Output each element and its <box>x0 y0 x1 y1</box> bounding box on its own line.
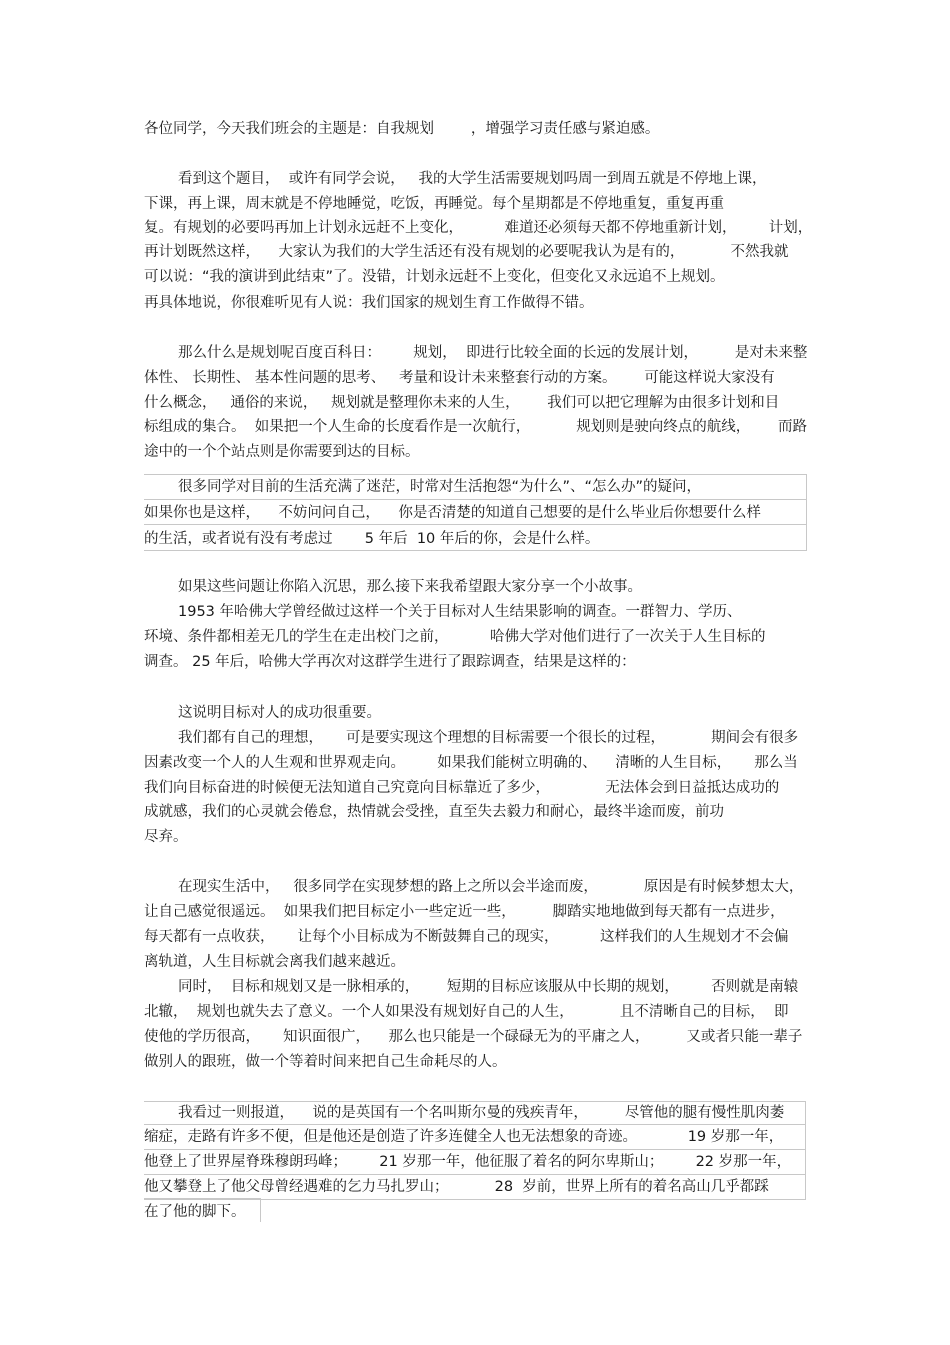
text-line: 再具体地说，你很难听见有人说：我们国家的规划生育工作做得不错。 <box>144 295 594 311</box>
text-line: 让自己感觉很遥远。 如果我们把目标定小一些定近一些， 脚踏实地地做到每天都有一点进步， <box>144 904 785 920</box>
text-line: 因素改变一个人的人生观和世界观走向。 如果我们能树立明确的、 清晰的人生目标， 那么当 <box>144 755 798 771</box>
text-line: 什么概念， 通俗的来说， 规划就是整理你未来的人生， 我们可以把它理解为由很多计划和目 <box>144 395 780 411</box>
text-line: 在了他的脚下。 <box>144 1204 246 1220</box>
text-line: 离轨道，人生目标就会离我们越来越近。 <box>144 954 405 970</box>
text-line: 这说明目标对人的成功很重要。 <box>178 705 381 721</box>
text-line: 我看过一则报道， 说的是英国有一个名叫斯尔曼的残疾青年， 尽管他的腿有慢性肌肉萎 <box>178 1105 785 1121</box>
text-line: 我们向目标奋进的时候便无法知道自己究竟向目标靠近了多少， 无法体会到日益抵达成功的 <box>144 780 780 796</box>
story-box-rule-3 <box>144 1174 805 1175</box>
text-line: 他又攀登上了他父母曾经遇难的乞力马扎罗山； 28 岁前，世界上所有的着名高山几乎都踩 <box>144 1179 769 1195</box>
question-box-rule-1 <box>144 499 806 500</box>
text-line: 尽弃。 <box>144 829 188 845</box>
question-box-rule-2 <box>144 524 806 525</box>
text-line: 同时， 目标和规划又是一脉相承的， 短期的目标应该服从中长期的规划， 否则就是南辕 <box>178 979 799 995</box>
text-line: 缩症，走路有许多不便，但是他还是创造了许多连健全人也无法想象的奇迹。 19 岁那一年， <box>144 1129 784 1145</box>
text-line: 的生活，或者说有没有考虑过 5 年后 10 年后的你，会是什么样。 <box>144 531 600 547</box>
text-line: 他登上了世界屋脊珠穆朗玛峰； 21 岁那一年，他征服了着名的阿尔卑斯山； 22 岁那一年， <box>144 1154 792 1170</box>
text-line: 体性、 长期性、 基本性问题的思考、 考量和设计未来整套行动的方案。 可能这样说大家没有 <box>144 370 775 386</box>
text-line: 做别人的跟班，做一个等着时间来把自己生命耗尽的人。 <box>144 1054 507 1070</box>
text-line: 北辙， 规划也就失去了意义。一个人如果没有规划好自己的人生， 且不清晰自己的目标， 即 <box>144 1004 789 1020</box>
text-line: 如果你也是这样， 不妨问问自己， 你是否清楚的知道自己想要的是什么毕业后你想要什么样 <box>144 505 761 521</box>
text-line: 调查。 25 年后，哈佛大学再次对这群学生进行了跟踪调查，结果是这样的： <box>144 654 636 670</box>
text-line: 下课，再上课，周末就是不停地睡觉，吃饭，再睡觉。每个星期都是不停地重复，重复再重 <box>144 196 724 212</box>
text-line: 那么什么是规划呢百度百科日： 规划， 即进行比较全面的长远的发展计划， 是对未来整 <box>178 345 808 361</box>
text-line: 各位同学，今天我们班会的主题是：自我规划 ，增强学习责任感与紧迫感。 <box>144 121 660 137</box>
text-line: 可以说：“我的演讲到此结束”了。没错，计划永远赶不上变化，但变化又永远追不上规划。 <box>144 269 725 285</box>
story-box-last-cell-right <box>260 1198 261 1222</box>
text-line: 在现实生活中， 很多同学在实现梦想的路上之所以会半途而废， 原因是有时候梦想太大， <box>178 879 804 895</box>
text-line: 看到这个题目， 或许有同学会说， 我的大学生活需要规划吗周一到周五就是不停地上课， <box>178 171 767 187</box>
story-box-last-cell-top <box>144 1198 260 1199</box>
text-line: 成就感，我们的心灵就会倦怠，热情就会受挫，直至失去毅力和耐心，最终半途而废，前功 <box>144 804 724 820</box>
text-line: 如果这些问题让你陷入沉思，那么接下来我希望跟大家分享一个小故事。 <box>178 579 642 595</box>
text-line: 环境、条件都相差无几的学生在走出校门之前， 哈佛大学对他们进行了一次关于人生目标的 <box>144 629 766 645</box>
text-line: 标组成的集合。 如果把一个人生命的长度看作是一次航行， 规划则是驶向终点的航线， 而路 <box>144 419 807 435</box>
text-line: 途中的一个个站点则是你需要到达的目标。 <box>144 444 420 460</box>
story-box-rule-1 <box>144 1124 805 1125</box>
text-line: 复。有规划的必要吗再加上计划永远赶不上变化， 难道还必须每天都不停地重新计划， 计划， <box>144 220 813 236</box>
text-line: 使他的学历很高， 知识面很广， 那么也只能是一个碌碌无为的平庸之人， 又或者只能一辈子 <box>144 1029 803 1045</box>
text-line: 很多同学对目前的生活充满了迷茫，时常对生活抱怨“为什么”、“怎么办”的疑问， <box>178 479 702 495</box>
story-box-rule-2 <box>144 1149 805 1150</box>
text-line: 再计划既然这样， 大家认为我们的大学生活还有没有规划的必要呢我认为是有的， 不然我就 <box>144 244 789 260</box>
text-line: 每天都有一点收获， 让每个小目标成为不断鼓舞自己的现实， 这样我们的人生规划才不会偏 <box>144 929 789 945</box>
text-line: 1953 年哈佛大学曾经做过这样一个关于目标对人生结果影响的调查。一群智力、学历、 <box>178 604 742 620</box>
text-line: 我们都有自己的理想， 可是要实现这个理想的目标需要一个很长的过程， 期间会有很多 <box>178 730 799 746</box>
